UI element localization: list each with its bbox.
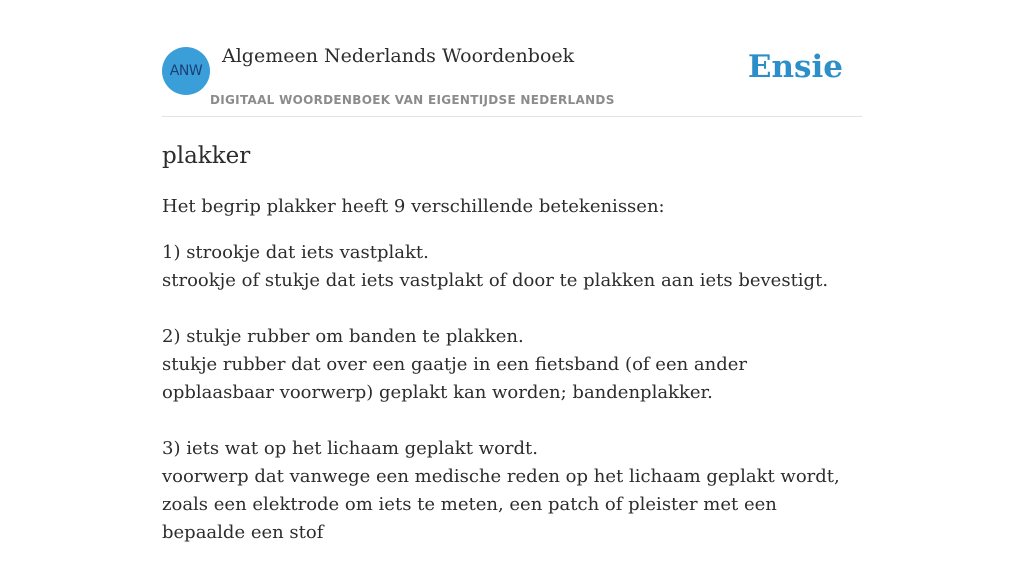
meaning-description: voorwerp dat vanwege een medische reden op het lichaam geplakt wordt, zoals een elektrode om iets te meten, een patch of pleister met een bepaalde een stof xyxy=(162,466,840,543)
page-title: plakker xyxy=(162,143,251,169)
meaning-title: 3) iets wat op het lichaam geplakt wordt. xyxy=(162,438,538,459)
site-header xyxy=(162,0,862,117)
anw-logo[interactable]: ANW xyxy=(162,47,210,95)
entry-intro: Het begrip plakker heeft 9 verschillende betekenissen: xyxy=(162,196,665,217)
meaning-description: stukje rubber dat over een gaatje in een fietsband (of een ander opblaasbaar voorwerp) geplakt kan worden; bandenplakker. xyxy=(162,354,748,403)
site-subtitle: DIGITAAL WOORDENBOEK VAN EIGENTIJDSE NEDERLANDS xyxy=(210,93,615,107)
meaning-description: strookje of stukje dat iets vastplakt of door te plakken aan iets bevestigt. xyxy=(162,270,829,291)
meaning-item xyxy=(162,323,862,407)
ensie-brand-logo[interactable]: Ensie xyxy=(747,49,843,85)
meaning-title: 1) strookje dat iets vastplakt. xyxy=(162,242,429,263)
meaning-title: 2) stukje rubber om banden te plakken. xyxy=(162,326,524,347)
content-container xyxy=(162,0,862,575)
meaning-item xyxy=(162,435,862,547)
site-title[interactable]: Algemeen Nederlands Woordenboek xyxy=(222,45,575,67)
meaning-item xyxy=(162,239,862,295)
meanings-list xyxy=(162,239,862,547)
